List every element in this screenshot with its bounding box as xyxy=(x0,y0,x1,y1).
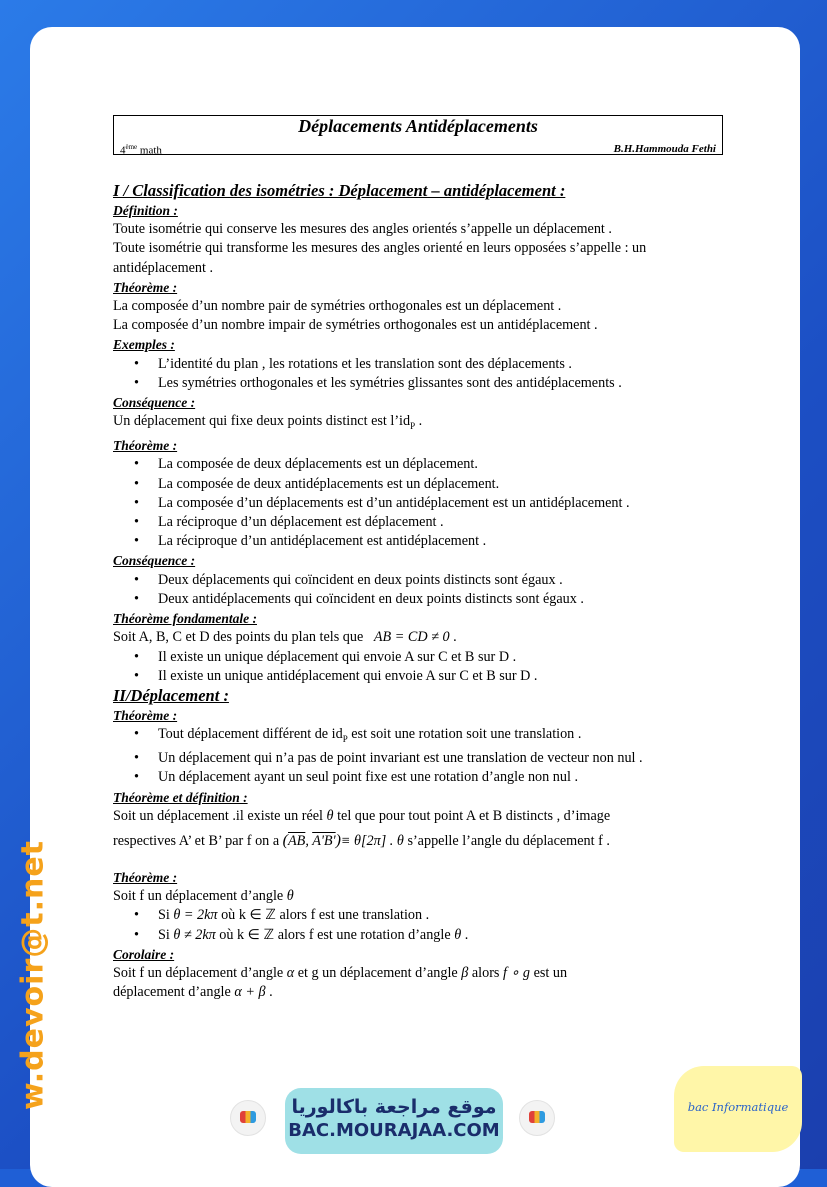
list-item: • Un déplacement qui n’a pas de point invariant est une translation de vecteur non nul . xyxy=(158,749,723,768)
examples-label: Exemples : xyxy=(113,337,175,353)
title-box xyxy=(113,115,723,155)
theorem-1-line-1: La composée d’un nombre pair de symétries orthogonales est un déplacement . xyxy=(113,298,562,315)
theorem-4-label: Théorème : xyxy=(113,869,178,885)
class-level: 4ème math xyxy=(120,143,162,157)
author: B.H.Hammouda Fethi xyxy=(613,143,716,155)
theorem-1-line-2: La composée d’un nombre impair de symétries orthogonales est un antidéplacement . xyxy=(113,317,598,334)
list-item: • Si θ ≠ 2kπ où k ∈ ℤ alors f est une rotation d’angle θ . xyxy=(158,926,723,945)
examples-list xyxy=(113,355,723,393)
fundamental-theorem-label: Théorème fondamentale : xyxy=(113,611,257,627)
list-item: • La réciproque d’un déplacement est déplacement . xyxy=(158,513,723,532)
corollary-line-1: Soit f un déplacement d’angle α et g un déplacement d’angle β alors f ∘ g est un xyxy=(113,964,568,981)
theorem-3-list xyxy=(113,725,723,787)
site-logo-icon xyxy=(230,1100,266,1136)
site-banner[interactable] xyxy=(285,1088,503,1154)
list-item: • Un déplacement ayant un seul point fixe est une rotation d’angle non nul . xyxy=(158,768,723,787)
section-2-title: II/Déplacement : xyxy=(113,685,229,705)
bac-informatique-badge: bac Informatique xyxy=(674,1066,802,1152)
consequence-1-text: Un déplacement qui fixe deux points distinct est $l’id_P$ . xyxy=(113,413,423,432)
watermark: w.devoir@t.net xyxy=(15,839,51,1111)
theorem-3-label: Théorème : xyxy=(113,707,178,723)
list-item: • La composée d’un déplacements est d’un antidéplacement est un antidéplacement . xyxy=(158,494,723,513)
list-item: • La réciproque d’un antidéplacement est antidéplacement . xyxy=(158,532,723,551)
site-logo-icon xyxy=(519,1100,555,1136)
definition-line-2: Toute isométrie qui transforme les mesures des angles orienté en leurs opposées s’appelle : un antidéplacement . xyxy=(113,240,647,276)
list-item: • Les symétries orthogonales et les symétries glissantes sont des antidéplacements . xyxy=(158,374,723,393)
list-item: • Deux antidéplacements qui coïncident en deux points distincts sont égaux . xyxy=(158,590,723,609)
spacer xyxy=(113,856,723,868)
theorem-2-label: Théorème : xyxy=(113,438,178,454)
theorem-definition-line-1: Soit un déplacement .il existe un réel θ tel que pour tout point A et B distincts , d’image xyxy=(113,807,611,824)
fundamental-theorem-intro: Soit A, B, C et D des points du plan tels que AB = CD ≠ 0 . xyxy=(113,629,457,646)
list-item: • Tout déplacement différent de $id_P$ est soit une rotation soit une translation . xyxy=(158,725,723,749)
consequence-1-label: Conséquence : xyxy=(113,395,196,411)
fundamental-theorem-list xyxy=(113,648,723,686)
definition-line-1: Toute isométrie qui conserve les mesures des angles orientés s’appelle un déplacement . xyxy=(113,221,612,238)
list-item: • Si θ = 2kπ où k ∈ ℤ alors f est une translation . xyxy=(158,906,723,925)
list-item: • Il existe un unique déplacement qui envoie A sur C et B sur D . xyxy=(158,648,723,667)
corollary-label: Corolaire : xyxy=(113,946,175,962)
document-title: Déplacements Antidéplacements xyxy=(298,116,538,136)
definition-label: Définition : xyxy=(113,203,178,218)
section-1-title: I / Classification des isométries : Déplacement – antidéplacement : xyxy=(113,181,566,200)
banner-arabic-text: موقع مراجعة باكالوريا xyxy=(291,1096,497,1118)
list-item: • La composée de deux déplacements est un déplacement. xyxy=(158,455,723,474)
theorem-2-list xyxy=(113,455,723,551)
list-item: • Deux déplacements qui coïncident en deux points distincts sont égaux . xyxy=(158,571,723,590)
theorem-1-label: Théorème : xyxy=(113,279,178,295)
consequence-2-list xyxy=(113,571,723,609)
document-content xyxy=(113,115,723,1002)
theorem-definition-line-2: respectives A’ et B’ par f on a ($\overline{AB}$, A'B')≡ θ[2π] . θ s’appelle l’angle du déplacement f . xyxy=(113,831,610,849)
list-item: • La composée de deux antidéplacements est un déplacement. xyxy=(158,475,723,494)
banner-url[interactable]: BAC.MOURAJAA.COM xyxy=(288,1120,500,1141)
theorem-4-list xyxy=(113,906,723,944)
list-item: • L’identité du plan , les rotations et les translation sont des déplacements . xyxy=(158,355,723,374)
list-item: • Il existe un unique antidéplacement qui envoie A sur C et B sur D . xyxy=(158,667,723,686)
corollary-line-2: déplacement d’angle α + β . xyxy=(113,984,273,1001)
theorem-4-intro: Soit f un déplacement d’angle θ xyxy=(113,888,294,905)
consequence-2-label: Conséquence : xyxy=(113,553,196,569)
theorem-definition-label: Théorème et définition : xyxy=(113,789,248,805)
